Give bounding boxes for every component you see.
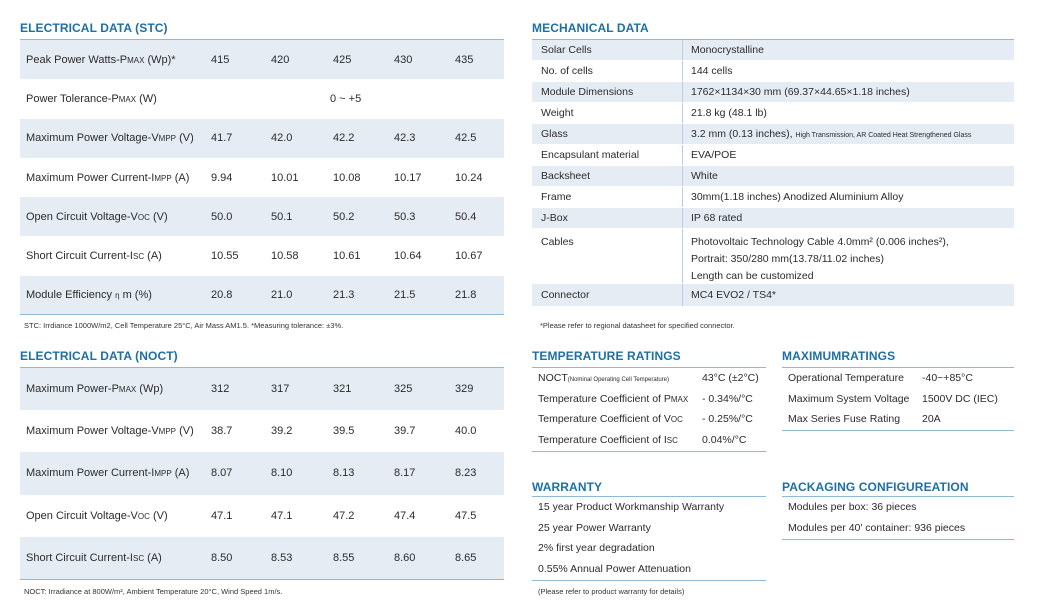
packaging-item-text: Modules per 40' container: 936 pieces: [788, 521, 966, 534]
mechanical-row: [532, 229, 1014, 284]
label-subscript: SC: [132, 252, 145, 262]
mechanical-row: [532, 124, 1014, 145]
stc-cell-value: 10.67: [455, 250, 483, 263]
label-text: Short Circuit Current-I: [26, 250, 133, 263]
label-subscript: η: [115, 291, 120, 301]
noct-cell-value: 8.07: [211, 467, 233, 480]
noct-bottom-rule: [20, 579, 504, 580]
mechanical-row: [532, 208, 1014, 229]
maximum-row: [782, 389, 1014, 410]
noct-title: ELECTRICAL DATA (NOCT): [20, 349, 178, 363]
warranty-item-text: 15 year Product Workmanship Warranty: [538, 501, 725, 514]
stc-cell-value: 10.55: [211, 250, 239, 263]
maximum-table: [782, 368, 1014, 430]
mechanical-title: MECHANICAL DATA: [532, 21, 649, 35]
stc-cell-value: 10.58: [271, 250, 299, 263]
mechanical-row: [532, 103, 1014, 124]
stc-cell-value: 50.0: [211, 210, 233, 223]
mechanical-label: Frame: [541, 191, 572, 203]
label-unit: (A): [144, 250, 162, 263]
temperature-row: [532, 409, 766, 430]
label-text: Maximum Power Current-I: [26, 171, 155, 184]
mechanical-value: [691, 212, 742, 224]
stc-cell-value: 9.94: [211, 171, 233, 184]
temperature-value: - 0.25%/°C: [702, 413, 753, 426]
column-divider: [682, 187, 683, 207]
column-divider: [682, 124, 683, 144]
label-subscript: MAX: [118, 385, 137, 395]
column-divider: [682, 40, 683, 60]
column-divider: [682, 208, 683, 228]
column-divider: [682, 82, 683, 102]
maximum-row: [782, 409, 1014, 430]
stc-row: [20, 40, 504, 79]
mechanical-label: J-Box: [541, 212, 568, 224]
temperature-row: [532, 430, 766, 451]
stc-cell-value: 425: [333, 53, 352, 66]
value-text: EVA/POE: [691, 149, 737, 161]
stc-cell-value: 21.8: [455, 289, 477, 302]
mechanical-row: [532, 61, 1014, 82]
mechanical-footnote: *Please refer to regional datasheet for specified connector.: [540, 321, 735, 330]
mechanical-value: [691, 149, 736, 161]
noct-cell-value: 8.55: [333, 551, 355, 564]
stc-cell-value: 415: [211, 53, 230, 66]
noct-cell-value: 8.13: [333, 467, 355, 480]
label-subscript: OC: [137, 212, 150, 222]
label-subscript: MAX: [118, 94, 137, 104]
stc-footnote: STC: Irrdiance 1000W/m2, Cell Temperature 25°C, Air Mass AM1.5. *Measuring tolerance: ±3%.: [24, 321, 344, 330]
label-unit: (W): [136, 92, 157, 105]
maximum-bottom-rule: [782, 430, 1014, 431]
label-text: Open Circuit Voltage-V: [26, 210, 138, 223]
temperature-title: TEMPERATURE RATINGS: [532, 349, 681, 363]
noct-row-label: [26, 467, 189, 479]
noct-row-label: [26, 552, 162, 564]
mechanical-row: [532, 166, 1014, 187]
mechanical-label: Encapsulant material: [541, 149, 640, 161]
noct-row-label: [26, 425, 194, 437]
label-subscript: MPP: [154, 173, 172, 183]
maximum-value: 20A: [922, 413, 941, 426]
value-text: MC4 EVO2 / TS4*: [691, 289, 777, 301]
mechanical-value: [691, 128, 971, 140]
stc-row: [20, 158, 504, 197]
mechanical-row: [532, 40, 1014, 61]
label-subscript: MPP: [158, 427, 177, 437]
label-text: Temperature Coefficient of I: [538, 433, 667, 446]
stc-cell-value: 420: [271, 53, 290, 66]
noct-cell-value: 40.0: [455, 425, 477, 438]
label-text: Module Efficiency: [26, 289, 116, 302]
label-unit: (Wp)*: [144, 53, 176, 66]
label-text: Temperature Coefficient of V: [538, 413, 671, 426]
noct-cell-value: 8.17: [394, 467, 416, 480]
temperature-row: [532, 368, 766, 389]
maximum-row: [782, 368, 1014, 389]
mechanical-label: Backsheet: [541, 170, 591, 182]
label-unit: (V): [176, 132, 194, 145]
mechanical-label: Solar Cells: [541, 44, 592, 56]
stc-cell-value: 50.2: [333, 210, 355, 223]
noct-table: [20, 368, 504, 579]
temperature-value: - 0.34%/°C: [702, 392, 753, 405]
mechanical-label: Connector: [541, 289, 590, 301]
stc-row: [20, 236, 504, 275]
noct-cell-value: 47.1: [211, 509, 233, 522]
stc-row-label: [26, 289, 152, 301]
label-text: Maximum Power Voltage-V: [26, 132, 159, 145]
stc-cell-value: 50.3: [394, 210, 416, 223]
noct-cell-value: 8.23: [455, 467, 477, 480]
mechanical-value: [691, 191, 903, 203]
noct-row-label: [26, 383, 163, 395]
packaging-bottom-rule: [782, 539, 1014, 540]
stc-row-label: [26, 211, 168, 223]
column-divider: [682, 229, 683, 283]
column-divider: [682, 61, 683, 81]
mechanical-value: [691, 65, 732, 77]
maximum-title: MAXIMUMRATINGS: [782, 349, 896, 363]
noct-cell-value: 47.4: [394, 509, 416, 522]
temperature-label: [538, 372, 669, 384]
stc-cell-value: 41.7: [211, 132, 233, 145]
temperature-row: [532, 389, 766, 410]
stc-row-label: [26, 132, 194, 144]
warranty-title: WARRANTY: [532, 480, 603, 494]
label-unit: (A): [171, 467, 190, 480]
value-text: 30mm(1.18 inches) Anodized Aluminium Alloy: [691, 191, 904, 203]
temperature-value: 0.04%/°C: [702, 433, 747, 446]
temperature-label: [538, 413, 683, 425]
stc-title: ELECTRICAL DATA (STC): [20, 21, 168, 35]
warranty-item: [532, 559, 766, 580]
warranty-bottom-rule: [532, 580, 766, 581]
stc-cell-value: 42.5: [455, 132, 477, 145]
label-text: Power Tolerance-P: [26, 92, 119, 105]
stc-cell-value: 10.64: [394, 250, 422, 263]
stc-cell-value: 10.61: [333, 250, 361, 263]
noct-cell-value: 321: [333, 383, 352, 396]
label-text: Temperature Coefficient of P: [538, 392, 671, 405]
noct-cell-value: 39.5: [333, 425, 355, 438]
warranty-item: [532, 538, 766, 559]
temperature-label: [538, 434, 678, 446]
value-text: 1762×1134×30 mm (69.37×44.65×1.18 inches): [691, 86, 910, 98]
maximum-label: Maximum System Voltage: [788, 392, 910, 405]
value-text: IP 68 rated: [691, 212, 743, 224]
value-text: 3.2 mm (0.13 inches),: [691, 128, 796, 140]
stc-row: [20, 197, 504, 236]
stc-cell-value: 50.1: [271, 210, 293, 223]
noct-cell-value: 38.7: [211, 425, 233, 438]
stc-cell-value: 42.2: [333, 132, 355, 145]
label-text: Maximum Power Current-I: [26, 467, 155, 480]
label-text: Peak Power Watts-P: [26, 53, 128, 66]
label-subscript: SC: [666, 435, 678, 445]
noct-row: [20, 495, 504, 537]
value-text: Monocrystalline: [691, 44, 764, 56]
noct-row: [20, 537, 504, 579]
temperature-table: [532, 368, 766, 450]
maximum-label: Operational Temperature: [788, 372, 904, 385]
label-unit: (A): [171, 171, 190, 184]
noct-cell-value: 329: [455, 383, 474, 396]
temperature-value: 43°C (±2°C): [702, 372, 759, 385]
label-unit: m (%): [119, 289, 152, 302]
noct-cell-value: 8.65: [455, 551, 477, 564]
stc-cell-value: 10.01: [271, 171, 299, 184]
stc-cell-value: 435: [455, 53, 474, 66]
stc-cell-value: 50.4: [455, 210, 477, 223]
mechanical-label: Glass: [541, 128, 568, 140]
noct-cell-value: 47.5: [455, 509, 477, 522]
stc-row-label: [26, 54, 176, 66]
stc-row-label: [26, 172, 189, 184]
stc-cell-value: 21.3: [333, 289, 355, 302]
stc-cell-value: 430: [394, 53, 413, 66]
mechanical-row: [532, 82, 1014, 103]
maximum-label: Max Series Fuse Rating: [788, 413, 901, 426]
column-divider: [682, 166, 683, 186]
warranty-item: [532, 497, 766, 518]
packaging-list: [782, 497, 1014, 538]
stc-cell-value: 42.3: [394, 132, 416, 145]
stc-cell-value: 21.0: [271, 289, 293, 302]
noct-cell-value: 317: [271, 383, 290, 396]
label-subscript: OC: [137, 511, 150, 521]
label-text: Maximum Power Voltage-V: [26, 425, 159, 438]
noct-row: [20, 452, 504, 494]
packaging-item-text: Modules per box: 36 pieces: [788, 501, 917, 514]
mechanical-value: [691, 86, 910, 98]
value-detail: High Transmission, AR Coated Heat Strengthened Glass: [795, 132, 972, 139]
warranty-list: [532, 497, 766, 579]
label-unit: (A): [144, 551, 162, 564]
mechanical-value: [691, 170, 718, 182]
stc-cell-value: 10.17: [394, 171, 422, 184]
stc-range-value: 0 ~ +5: [330, 92, 362, 105]
stc-row: [20, 276, 504, 315]
stc-cell-value: 20.8: [211, 289, 233, 302]
maximum-value: 1500V DC (IEC): [922, 392, 998, 405]
mechanical-row: [532, 187, 1014, 208]
noct-cell-value: 47.1: [271, 509, 293, 522]
mechanical-label: Module Dimensions: [541, 86, 634, 98]
column-divider: [682, 145, 683, 165]
maximum-value: -40~+85°C: [922, 372, 973, 385]
label-unit: (V): [149, 210, 168, 223]
mechanical-label: Weight: [541, 107, 574, 119]
noct-cell-value: 325: [394, 383, 413, 396]
stc-table: [20, 40, 504, 315]
value-text: White: [691, 170, 718, 182]
label-subscript: MPP: [158, 134, 177, 144]
warranty-item: [532, 518, 766, 539]
stc-cell-value: 42.0: [271, 132, 293, 145]
label-text: NOCT: [538, 372, 568, 385]
noct-row: [20, 368, 504, 410]
label-subscript: MAX: [127, 55, 145, 65]
value-text: 144 cells: [691, 65, 733, 77]
packaging-item: [782, 497, 1014, 518]
label-text: Short Circuit Current-I: [26, 551, 133, 564]
label-subscript: MPP: [154, 469, 172, 479]
temperature-label: [538, 393, 688, 405]
label-text: Open Circuit Voltage-V: [26, 509, 138, 522]
mechanical-table: [532, 40, 1014, 307]
mechanical-value: [691, 107, 767, 119]
mechanical-label: No. of cells: [541, 65, 593, 77]
mechanical-row: [532, 284, 1014, 307]
label-note: (Nominal Operating Cell Temperature): [567, 377, 670, 384]
label-subscript: MAX: [670, 394, 689, 404]
packaging-title: PACKAGING CONFIGUREATION: [782, 480, 969, 494]
label-unit: (V): [149, 509, 168, 522]
warranty-item-text: 2% first year degradation: [538, 542, 655, 555]
noct-footnote: NOCT: Irradiance at 800W/m², Ambient Temperature 20°C, Wind Speed 1m/s.: [24, 587, 283, 596]
warranty-footnote: (Please refer to product warranty for details): [538, 587, 685, 596]
warranty-item-text: 25 year Power Warranty: [538, 521, 651, 534]
stc-cell-value: 21.5: [394, 289, 416, 302]
warranty-item-text: 0.55% Annual Power Attenuation: [538, 562, 691, 575]
stc-cell-value: 10.24: [455, 171, 483, 184]
stc-row-label: [26, 93, 157, 105]
noct-cell-value: 39.2: [271, 425, 293, 438]
noct-cell-value: 39.7: [394, 425, 416, 438]
stc-cell-value: 10.08: [333, 171, 361, 184]
noct-cell-value: 312: [211, 383, 230, 396]
noct-row: [20, 410, 504, 452]
temperature-bottom-rule: [532, 451, 766, 452]
label-subscript: SC: [132, 553, 145, 563]
label-text: Maximum Power-P: [26, 383, 119, 396]
stc-row: [20, 119, 504, 158]
noct-cell-value: 47.2: [333, 509, 355, 522]
stc-row-label: [26, 250, 162, 262]
noct-row-label: [26, 510, 168, 522]
column-divider: [682, 284, 683, 306]
noct-cell-value: 8.60: [394, 551, 416, 564]
packaging-item: [782, 518, 1014, 539]
stc-row: [20, 79, 504, 118]
label-unit: (Wp): [136, 383, 164, 396]
mechanical-value-line: Photovoltaic Technology Cable 4.0mm² (0.006 inches²),: [691, 236, 949, 248]
stc-bottom-rule: [20, 314, 504, 315]
noct-cell-value: 8.10: [271, 467, 293, 480]
mechanical-value: [691, 289, 776, 301]
noct-cell-value: 8.50: [211, 551, 233, 564]
noct-cell-value: 8.53: [271, 551, 293, 564]
mechanical-value-line: Portrait: 350/280 mm(13.78/11.02 inches): [691, 253, 884, 265]
column-divider: [682, 103, 683, 123]
mechanical-value-line: Length can be customized: [691, 270, 814, 282]
value-text: 21.8 kg (48.1 lb): [691, 107, 767, 119]
mechanical-label: Cables: [541, 236, 574, 248]
mechanical-row: [532, 145, 1014, 166]
label-unit: (V): [176, 425, 194, 438]
mechanical-value: [691, 44, 764, 56]
label-subscript: OC: [670, 415, 683, 425]
